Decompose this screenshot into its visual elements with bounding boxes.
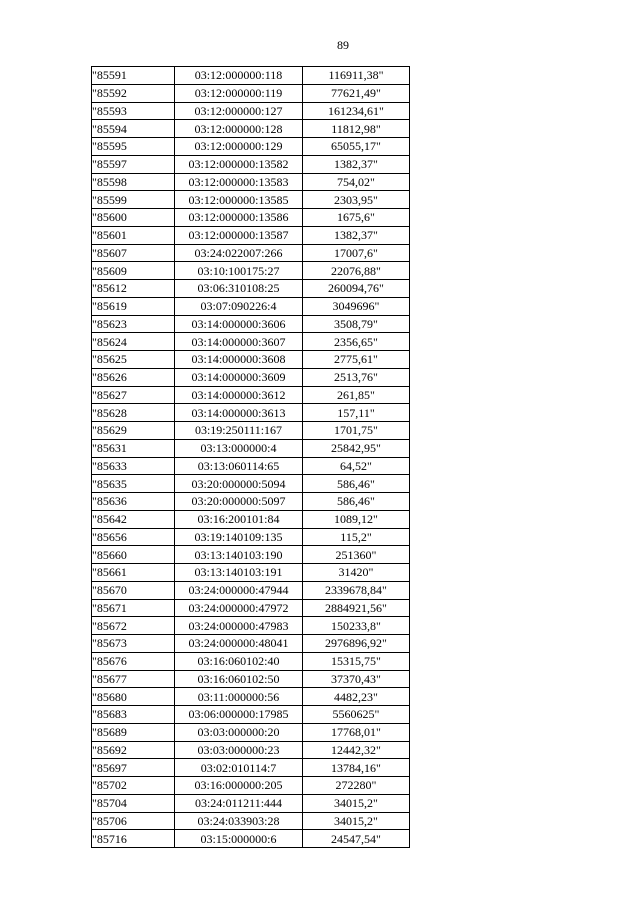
table-row [92,84,410,102]
value-cell: 2976896,92" [303,635,410,653]
record-number-cell: "85656 [92,528,175,546]
record-number-cell: "85626 [92,368,175,386]
cadastral-number-cell: 03:19:140109:135 [175,528,303,546]
record-number-cell: "85661 [92,564,175,582]
value-cell: 150233,8" [303,617,410,635]
cadastral-number-cell: 03:12:000000:128 [175,120,303,138]
value-cell: 1675,6" [303,209,410,227]
table-row [92,510,410,528]
record-number-cell: "85619 [92,297,175,315]
cadastral-number-cell: 03:13:000000:4 [175,439,303,457]
cadastral-number-cell: 03:12:000000:13585 [175,191,303,209]
table-row [92,297,410,315]
table-row [92,652,410,670]
cadastral-number-cell: 03:24:000000:48041 [175,635,303,653]
value-cell: 13784,16" [303,759,410,777]
cadastral-number-cell: 03:12:000000:13587 [175,226,303,244]
record-number-cell: "85609 [92,262,175,280]
cadastral-number-cell: 03:16:000000:205 [175,777,303,795]
table-row [92,528,410,546]
record-number-cell: "85683 [92,706,175,724]
table-row [92,173,410,191]
record-number-cell: "85689 [92,723,175,741]
value-cell: 2884921,56" [303,599,410,617]
table-row [92,226,410,244]
value-cell: 586,46" [303,475,410,493]
record-number-cell: "85591 [92,67,175,85]
value-cell: 2513,76" [303,368,410,386]
value-cell: 1701,75" [303,422,410,440]
table-row [92,120,410,138]
record-number-cell: "85629 [92,422,175,440]
record-number-cell: "85633 [92,457,175,475]
value-cell: 17768,01" [303,723,410,741]
value-cell: 2775,61" [303,351,410,369]
registry-table [91,66,410,848]
cadastral-number-cell: 03:03:000000:20 [175,723,303,741]
cadastral-number-cell: 03:12:000000:129 [175,138,303,156]
table-row [92,280,410,298]
cadastral-number-cell: 03:14:000000:3613 [175,404,303,422]
table-row [92,599,410,617]
cadastral-number-cell: 03:24:011211:444 [175,794,303,812]
cadastral-number-cell: 03:12:000000:118 [175,67,303,85]
table-row [92,475,410,493]
record-number-cell: "85680 [92,688,175,706]
table-row [92,741,410,759]
value-cell: 1382,37" [303,226,410,244]
value-cell: 4482,23" [303,688,410,706]
table-row [92,564,410,582]
record-number-cell: "85706 [92,812,175,830]
table-row [92,368,410,386]
table-row [92,155,410,173]
cadastral-number-cell: 03:06:000000:17985 [175,706,303,724]
value-cell: 2303,95" [303,191,410,209]
record-number-cell: "85595 [92,138,175,156]
table-row [92,102,410,120]
record-number-cell: "85600 [92,209,175,227]
cadastral-number-cell: 03:13:140103:190 [175,546,303,564]
cadastral-number-cell: 03:16:060102:40 [175,652,303,670]
value-cell: 2339678,84" [303,581,410,599]
value-cell: 34015,2" [303,794,410,812]
value-cell: 586,46" [303,493,410,511]
table-row [92,812,410,830]
cadastral-number-cell: 03:10:100175:27 [175,262,303,280]
cadastral-number-cell: 03:14:000000:3608 [175,351,303,369]
table-row [92,315,410,333]
record-number-cell: "85642 [92,510,175,528]
record-number-cell: "85635 [92,475,175,493]
value-cell: 157,11" [303,404,410,422]
table-row [92,581,410,599]
value-cell: 261,85" [303,386,410,404]
record-number-cell: "85676 [92,652,175,670]
record-number-cell: "85594 [92,120,175,138]
registry-table-body [92,67,410,848]
table-row [92,794,410,812]
value-cell: 24547,54" [303,830,410,848]
value-cell: 1382,37" [303,155,410,173]
cadastral-number-cell: 03:16:200101:84 [175,510,303,528]
value-cell: 15315,75" [303,652,410,670]
cadastral-number-cell: 03:14:000000:3609 [175,368,303,386]
value-cell: 272280" [303,777,410,795]
record-number-cell: "85597 [92,155,175,173]
value-cell: 12442,32" [303,741,410,759]
table-row [92,262,410,280]
cadastral-number-cell: 03:19:250111:167 [175,422,303,440]
value-cell: 5560625" [303,706,410,724]
record-number-cell: "85692 [92,741,175,759]
table-row [92,191,410,209]
cadastral-number-cell: 03:13:140103:191 [175,564,303,582]
cadastral-number-cell: 03:24:000000:47944 [175,581,303,599]
value-cell: 22076,88" [303,262,410,280]
cadastral-number-cell: 03:24:033903:28 [175,812,303,830]
table-row [92,617,410,635]
record-number-cell: "85627 [92,386,175,404]
value-cell: 3508,79" [303,315,410,333]
table-row [92,386,410,404]
page-number: 89 [337,38,349,52]
value-cell: 37370,43" [303,670,410,688]
cadastral-number-cell: 03:24:000000:47972 [175,599,303,617]
cadastral-number-cell: 03:14:000000:3606 [175,315,303,333]
table-row [92,777,410,795]
record-number-cell: "85601 [92,226,175,244]
value-cell: 11812,98" [303,120,410,138]
table-row [92,759,410,777]
record-number-cell: "85697 [92,759,175,777]
record-number-cell: "85673 [92,635,175,653]
cadastral-number-cell: 03:20:000000:5094 [175,475,303,493]
value-cell: 17007,6" [303,244,410,262]
cadastral-number-cell: 03:07:090226:4 [175,297,303,315]
cadastral-number-cell: 03:13:060114:65 [175,457,303,475]
cadastral-number-cell: 03:12:000000:119 [175,84,303,102]
cadastral-number-cell: 03:12:000000:13583 [175,173,303,191]
record-number-cell: "85592 [92,84,175,102]
value-cell: 77621,49" [303,84,410,102]
cadastral-number-cell: 03:06:310108:25 [175,280,303,298]
record-number-cell: "85612 [92,280,175,298]
value-cell: 1089,12" [303,510,410,528]
value-cell: 34015,2" [303,812,410,830]
table-row [92,404,410,422]
cadastral-number-cell: 03:12:000000:13582 [175,155,303,173]
record-number-cell: "85599 [92,191,175,209]
record-number-cell: "85704 [92,794,175,812]
table-row [92,546,410,564]
table-row [92,493,410,511]
value-cell: 161234,61" [303,102,410,120]
table-row [92,457,410,475]
cadastral-number-cell: 03:20:000000:5097 [175,493,303,511]
cadastral-number-cell: 03:14:000000:3612 [175,386,303,404]
cadastral-number-cell: 03:03:000000:23 [175,741,303,759]
table-row [92,333,410,351]
table-row [92,670,410,688]
record-number-cell: "85671 [92,599,175,617]
record-number-cell: "85677 [92,670,175,688]
table-row [92,244,410,262]
value-cell: 2356,65" [303,333,410,351]
value-cell: 64,52" [303,457,410,475]
record-number-cell: "85716 [92,830,175,848]
record-number-cell: "85670 [92,581,175,599]
record-number-cell: "85636 [92,493,175,511]
record-number-cell: "85672 [92,617,175,635]
cadastral-number-cell: 03:15:000000:6 [175,830,303,848]
value-cell: 115,2" [303,528,410,546]
value-cell: 251360" [303,546,410,564]
cadastral-number-cell: 03:16:060102:50 [175,670,303,688]
record-number-cell: "85628 [92,404,175,422]
value-cell: 754,02" [303,173,410,191]
table-row [92,688,410,706]
record-number-cell: "85598 [92,173,175,191]
table-row [92,351,410,369]
table-row [92,439,410,457]
record-number-cell: "85660 [92,546,175,564]
table-row [92,422,410,440]
cadastral-number-cell: 03:02:010114:7 [175,759,303,777]
table-row [92,138,410,156]
record-number-cell: "85625 [92,351,175,369]
table-row [92,830,410,848]
value-cell: 116911,38" [303,67,410,85]
cadastral-number-cell: 03:11:000000:56 [175,688,303,706]
table-row [92,209,410,227]
value-cell: 25842,95" [303,439,410,457]
value-cell: 3049696" [303,297,410,315]
table-row [92,706,410,724]
table-row [92,67,410,85]
cadastral-number-cell: 03:24:022007:266 [175,244,303,262]
cadastral-number-cell: 03:12:000000:13586 [175,209,303,227]
record-number-cell: "85624 [92,333,175,351]
value-cell: 260094,76" [303,280,410,298]
record-number-cell: "85623 [92,315,175,333]
cadastral-number-cell: 03:14:000000:3607 [175,333,303,351]
record-number-cell: "85607 [92,244,175,262]
record-number-cell: "85593 [92,102,175,120]
record-number-cell: "85702 [92,777,175,795]
table-row [92,723,410,741]
cadastral-number-cell: 03:12:000000:127 [175,102,303,120]
record-number-cell: "85631 [92,439,175,457]
table-row [92,635,410,653]
value-cell: 65055,17" [303,138,410,156]
cadastral-number-cell: 03:24:000000:47983 [175,617,303,635]
value-cell: 31420" [303,564,410,582]
